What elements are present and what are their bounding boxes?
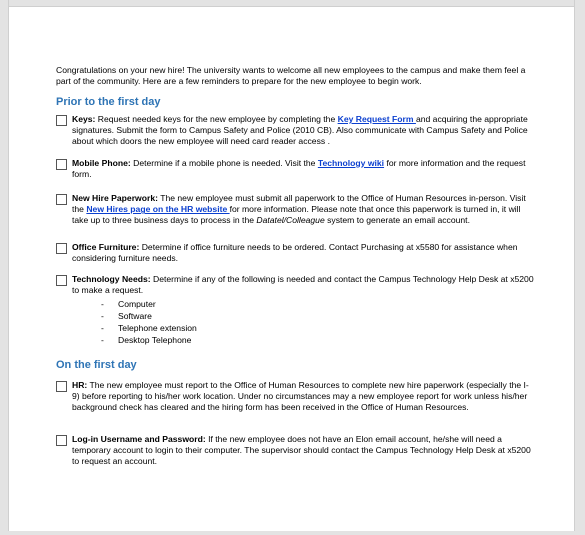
viewer-frame-right <box>574 0 585 535</box>
label-mobile-phone: Mobile Phone: <box>72 158 131 168</box>
heading-prior-to-first-day: Prior to the first day <box>56 96 161 108</box>
viewer-frame-bottom <box>0 531 585 535</box>
text-keys-2: and acquiring the appropriate signatures. Submit the form to Campus Safety and Police (2010 CB). Also communicate with Campus Safety and Police about which doors the new employee will need card reader access . <box>72 114 528 147</box>
text-technology-1: Determine if any of the following is needed and contact the Campus Technology Help Desk at x5200 to make a request. <box>72 274 534 296</box>
label-keys: Keys: <box>72 114 96 124</box>
list-item-telephone-extension: - Telephone extension <box>101 322 534 334</box>
checkbox-technology-needs[interactable] <box>56 275 67 286</box>
item-text-login <box>72 434 534 468</box>
checklist-item-login <box>56 434 534 468</box>
technology-wiki-link[interactable]: Technology wiki <box>317 158 385 168</box>
list-item-computer: - Computer <box>101 298 534 310</box>
checklist-item-new-hire-paperwork <box>56 193 534 227</box>
text-furniture-1: Determine if office furniture needs to be ordered. Contact Purchasing at x5580 for assistance when considering furniture needs. <box>72 242 518 264</box>
intro-block <box>56 65 536 87</box>
label-new-hire-paperwork: New Hire Paperwork: <box>72 193 158 203</box>
text-keys-1: Request needed keys for the new employee by completing the <box>95 114 338 124</box>
checkbox-mobile-phone[interactable] <box>56 159 67 170</box>
checklist-item-office-furniture <box>56 242 534 264</box>
checkbox-login[interactable] <box>56 435 67 446</box>
checkbox-hr[interactable] <box>56 381 67 392</box>
text-login-1: If the new employee does not have an Elon email account, he/she will need a temporary account to login to their computer. The supervisor should contact the Campus Technology Help Desk at x5200 to request an account. <box>72 434 531 467</box>
text-paperwork-1: The new employee must submit all paperwork to the Office of Human Resources in-person. Visit the <box>72 193 526 215</box>
text-phone-1: Determine if a mobile phone is needed. Visit the <box>130 158 318 168</box>
technology-needs-list <box>72 298 534 346</box>
text-phone-2: for more information and the request form. <box>72 158 526 180</box>
list-item-software: - Software <box>101 310 534 322</box>
viewer-frame-top <box>0 0 585 7</box>
item-text-mobile-phone <box>72 158 534 180</box>
text-paperwork-2: for more information. Please note that once this paperwork is turned in, it will take up to three business days to process in the <box>72 204 521 226</box>
text-paperwork-italic: Datatel/Colleague <box>256 215 325 226</box>
item-text-technology-needs <box>72 274 534 346</box>
item-text-hr <box>72 380 534 414</box>
label-login: Log-in Username and Password: <box>72 434 206 444</box>
checklist-item-hr <box>56 380 534 414</box>
intro-paragraph: Congratulations on your new hire! The university wants to welcome all new employees to the campus and make them feel a part of the community. Here are a few reminders to prepare for the new employee to begin work. <box>56 65 526 87</box>
checkbox-keys[interactable] <box>56 115 67 126</box>
checklist-item-technology-needs <box>56 274 534 346</box>
text-hr-1: The new employee must report to the Office of Human Resources to complete new hire paperwork (especially the I-9) before reporting to his/her work location. Under no circumstances may a new employee report for work unless his/her background check has cleared and the hiring form has been received in the Office of Human Resources. <box>72 380 529 413</box>
item-text-new-hire-paperwork <box>72 193 534 227</box>
checklist-item-keys <box>56 114 534 148</box>
viewer-frame-left <box>0 0 9 535</box>
key-request-form-link[interactable]: Key Request Form <box>337 114 416 124</box>
label-hr: HR: <box>72 380 88 390</box>
text-paperwork-3: system to generate an email account. <box>324 215 470 226</box>
new-hires-page-link[interactable]: New Hires page on the HR website <box>86 204 230 215</box>
label-office-furniture: Office Furniture: <box>72 242 140 252</box>
checklist-item-mobile-phone <box>56 158 534 180</box>
checkbox-office-furniture[interactable] <box>56 243 67 254</box>
list-item-desktop-telephone: - Desktop Telephone <box>101 334 534 346</box>
label-technology-needs: Technology Needs: <box>72 274 151 284</box>
heading-on-first-day: On the first day <box>56 359 137 371</box>
item-text-keys <box>72 114 534 148</box>
item-text-office-furniture <box>72 242 534 264</box>
checkbox-new-hire-paperwork[interactable] <box>56 194 67 205</box>
